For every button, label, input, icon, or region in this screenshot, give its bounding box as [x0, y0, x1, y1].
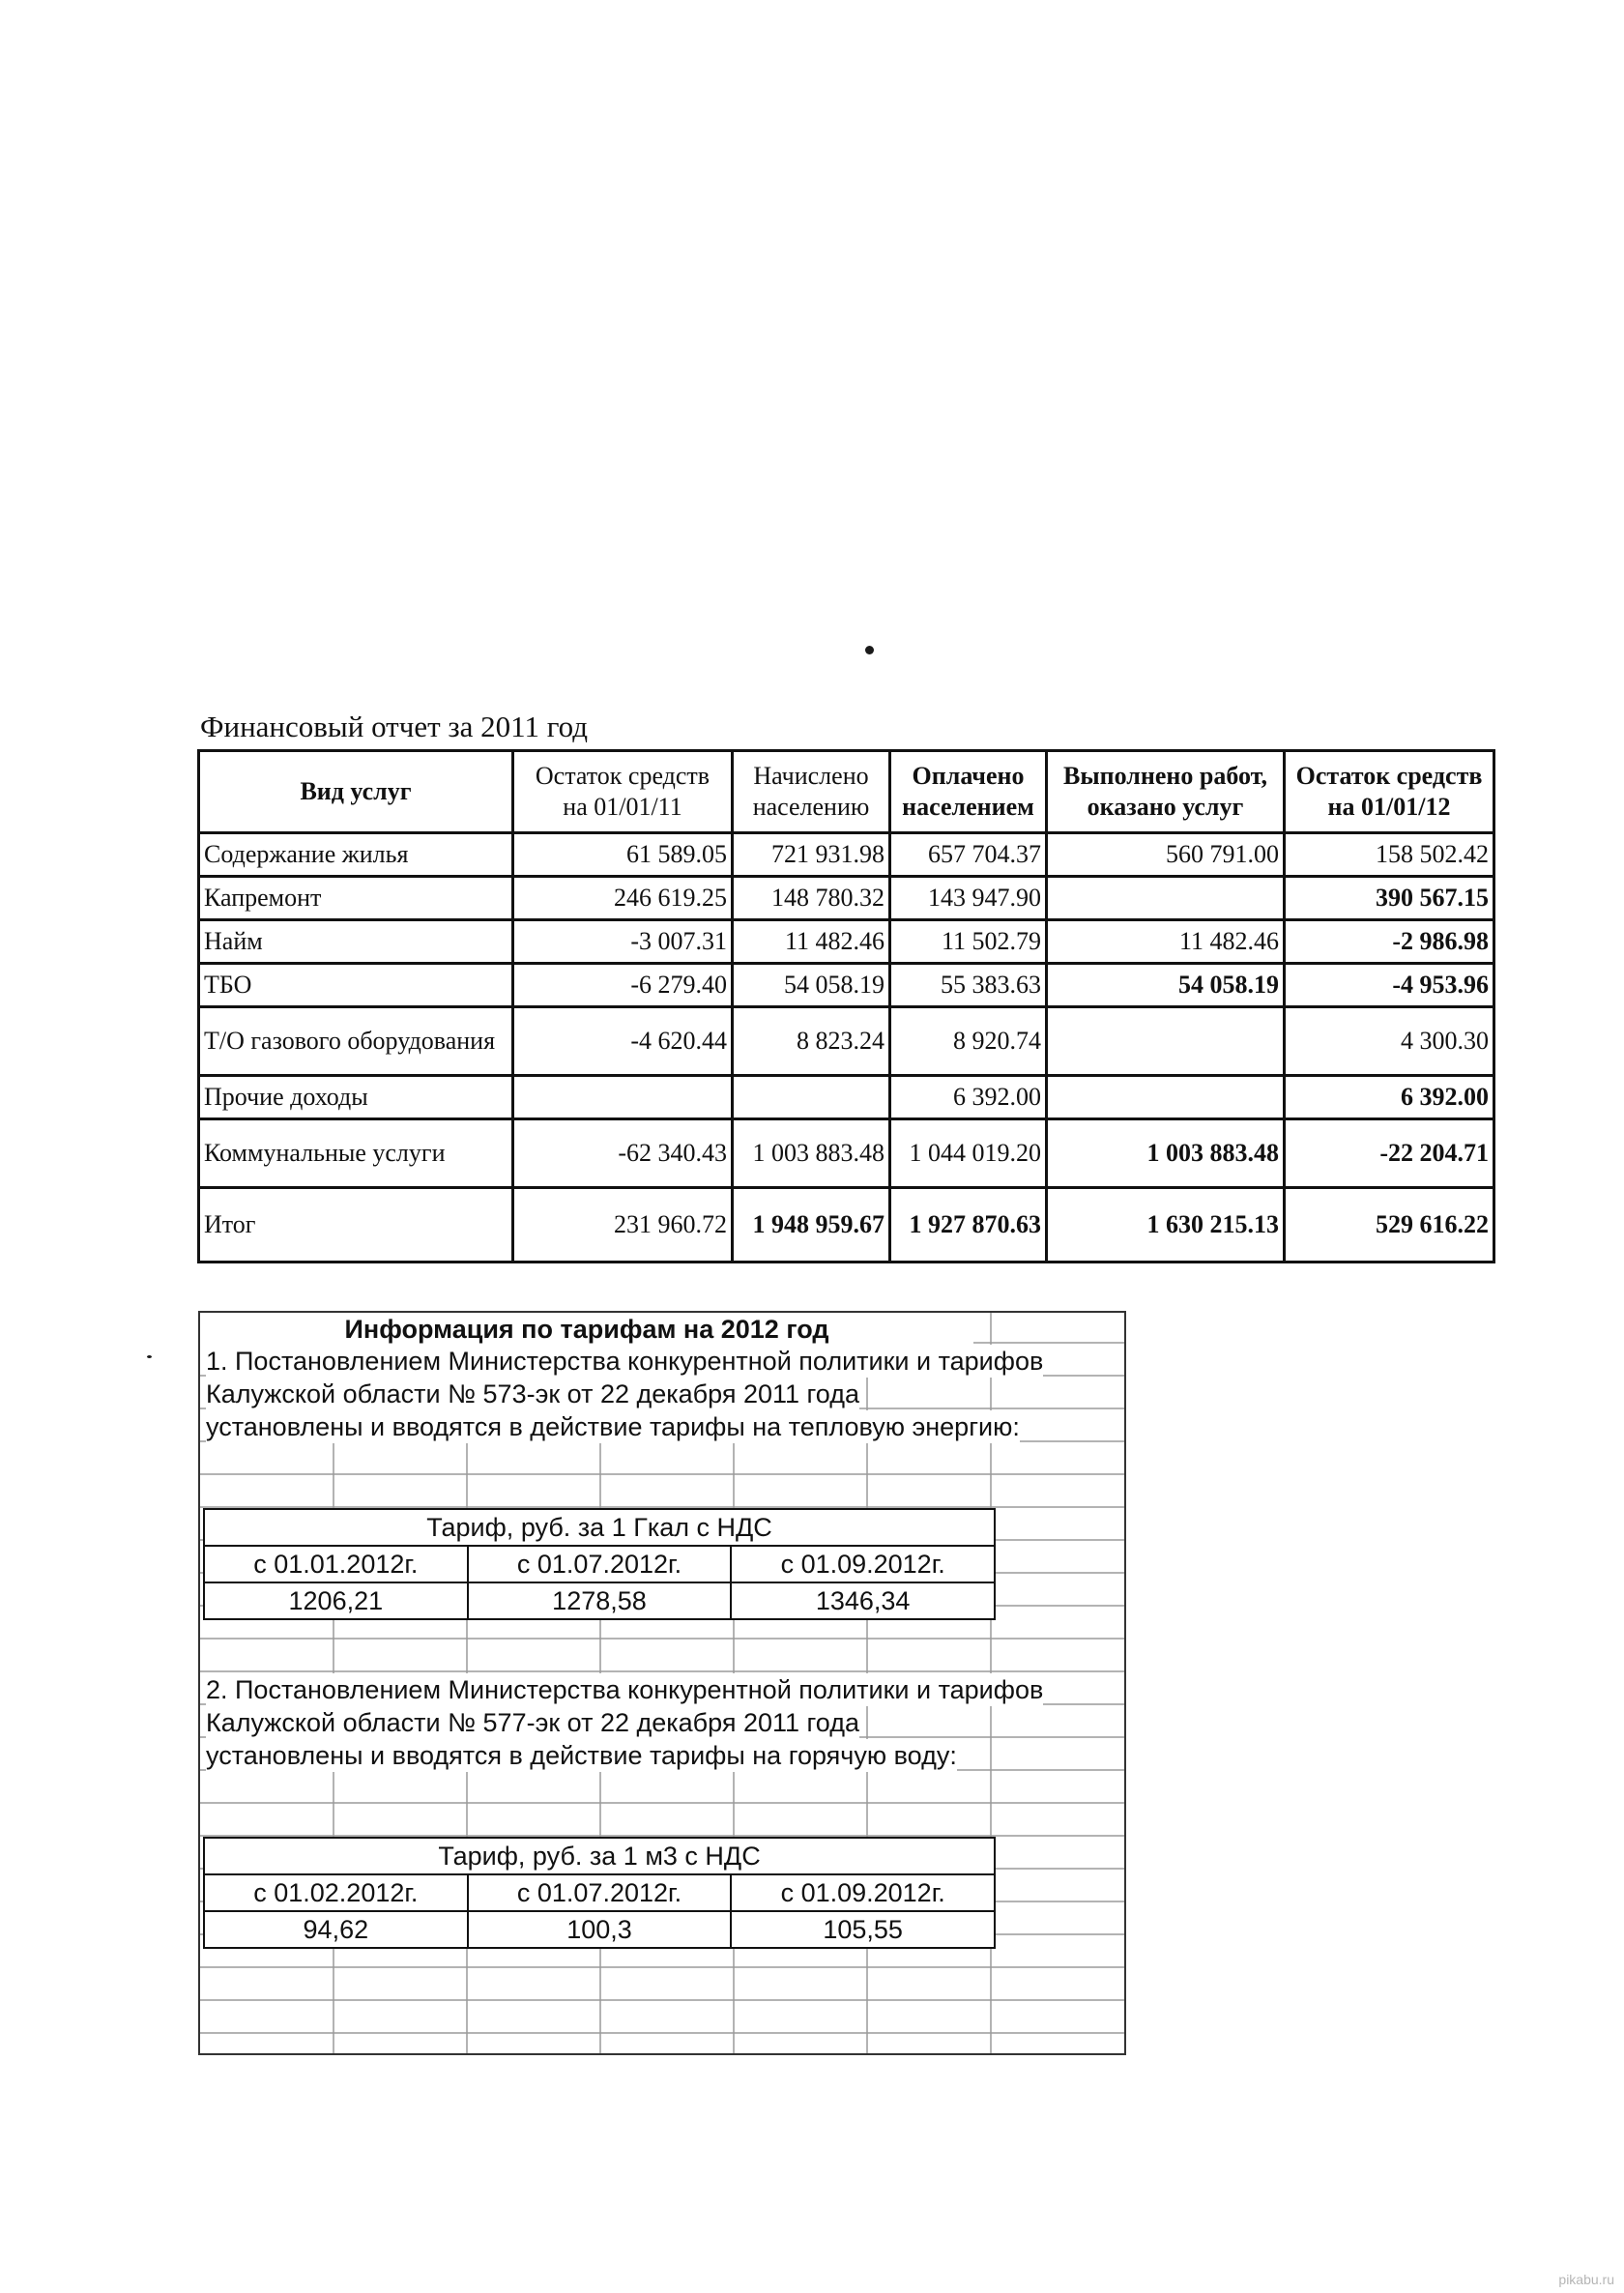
paid-cell: 1 044 019.20 [890, 1119, 1047, 1188]
tariff-period: с 01.09.2012г. [731, 1874, 995, 1911]
closing-balance-cell: 6 392.00 [1285, 1076, 1494, 1119]
charged-cell: 1 948 959.67 [733, 1188, 890, 1263]
table-row [204, 1838, 995, 1874]
charged-cell [733, 1076, 890, 1119]
charged-cell: 54 058.19 [733, 964, 890, 1007]
work-done-cell: 54 058.19 [1047, 964, 1285, 1007]
header-opening-balance: Остаток средств на 01/01/11 [513, 751, 733, 833]
row-name: Итог [199, 1188, 513, 1263]
tariff-caption: Тариф, руб. за 1 Гкал с НДС [204, 1509, 995, 1546]
row-name: Прочие доходы [199, 1076, 513, 1119]
row-name: ТБО [199, 964, 513, 1007]
table-row [204, 1509, 995, 1546]
paid-cell: 6 392.00 [890, 1076, 1047, 1119]
paid-cell: 11 502.79 [890, 920, 1047, 964]
section2-line-3: установлены и вводятся в действие тарифы на горячую воду: [206, 1741, 957, 1770]
opening-balance-cell: -6 279.40 [513, 964, 733, 1007]
closing-balance-cell: 4 300.30 [1285, 1007, 1494, 1076]
section2-line-2: Калужской области № 577-эк от 22 декабря 2011 года [206, 1708, 859, 1737]
work-done-cell: 1 003 883.48 [1047, 1119, 1285, 1188]
table-header-row [199, 751, 1494, 833]
work-done-cell [1047, 1007, 1285, 1076]
tariff-period: с 01.07.2012г. [468, 1546, 732, 1582]
tariff-value: 1278,58 [468, 1582, 732, 1619]
paid-cell: 657 704.37 [890, 833, 1047, 877]
tariff-period: с 01.02.2012г. [204, 1874, 468, 1911]
hot-water-tariff-table [203, 1837, 996, 1949]
tariff-value: 94,62 [204, 1911, 468, 1948]
work-done-cell: 11 482.46 [1047, 920, 1285, 964]
charged-cell: 8 823.24 [733, 1007, 890, 1076]
tariff-value: 100,3 [468, 1911, 732, 1948]
work-done-cell [1047, 1076, 1285, 1119]
row-name: Капремонт [199, 877, 513, 920]
header-charged: Начислено населению [733, 751, 890, 833]
closing-balance-cell: -2 986.98 [1285, 920, 1494, 964]
tariff-period: с 01.01.2012г. [204, 1546, 468, 1582]
total-row [199, 1188, 1494, 1263]
table-row [199, 1119, 1494, 1188]
table-row [204, 1582, 995, 1619]
opening-balance-cell: 246 619.25 [513, 877, 733, 920]
ink-speck [147, 1355, 152, 1358]
table-row [199, 920, 1494, 964]
tariff-period: с 01.09.2012г. [731, 1546, 995, 1582]
table-row [199, 877, 1494, 920]
opening-balance-cell: 231 960.72 [513, 1188, 733, 1263]
row-name: Коммунальные услуги [199, 1119, 513, 1188]
opening-balance-cell: -4 620.44 [513, 1007, 733, 1076]
tariff-caption: Тариф, руб. за 1 м3 с НДС [204, 1838, 995, 1874]
charged-cell: 721 931.98 [733, 833, 890, 877]
tariff-value: 1206,21 [204, 1582, 468, 1619]
table-row [199, 1076, 1494, 1119]
heat-tariff-table [203, 1508, 996, 1620]
table-row [204, 1546, 995, 1582]
work-done-cell: 560 791.00 [1047, 833, 1285, 877]
charged-cell: 1 003 883.48 [733, 1119, 890, 1188]
financial-report-table [197, 749, 1495, 1263]
ink-speck [865, 646, 874, 654]
header-closing-balance: Остаток средств на 01/01/12 [1285, 751, 1494, 833]
table-row [199, 833, 1494, 877]
tariff-info-title: Информация по тарифам на 2012 год [200, 1313, 973, 1346]
closing-balance-cell: -22 204.71 [1285, 1119, 1494, 1188]
paid-cell: 55 383.63 [890, 964, 1047, 1007]
table-row [204, 1911, 995, 1948]
opening-balance-cell [513, 1076, 733, 1119]
tariff-info-sheet [198, 1311, 1126, 2055]
section1-line-1: 1. Постановлением Министерства конкурентной политики и тарифов [206, 1347, 1044, 1376]
opening-balance-cell: -3 007.31 [513, 920, 733, 964]
work-done-cell [1047, 877, 1285, 920]
header-paid: Оплачено населением [890, 751, 1047, 833]
row-name: Содержание жилья [199, 833, 513, 877]
report-title: Финансовый отчет за 2011 год [200, 710, 589, 743]
header-work-done: Выполнено работ, оказано услуг [1047, 751, 1285, 833]
section1-line-2: Калужской области № 573-эк от 22 декабря 2011 года [206, 1379, 859, 1408]
row-name: Найм [199, 920, 513, 964]
paid-cell: 143 947.90 [890, 877, 1047, 920]
tariff-value: 105,55 [731, 1911, 995, 1948]
watermark: pikabu.ru [1558, 2272, 1614, 2287]
row-name: Т/О газового оборудования [199, 1007, 513, 1076]
charged-cell: 148 780.32 [733, 877, 890, 920]
opening-balance-cell: 61 589.05 [513, 833, 733, 877]
paid-cell: 8 920.74 [890, 1007, 1047, 1076]
closing-balance-cell: 529 616.22 [1285, 1188, 1494, 1263]
section2-line-1: 2. Постановлением Министерства конкурентной политики и тарифов [206, 1675, 1044, 1704]
table-row [204, 1874, 995, 1911]
opening-balance-cell: -62 340.43 [513, 1119, 733, 1188]
closing-balance-cell: -4 953.96 [1285, 964, 1494, 1007]
paid-cell: 1 927 870.63 [890, 1188, 1047, 1263]
charged-cell: 11 482.46 [733, 920, 890, 964]
table-row [199, 964, 1494, 1007]
closing-balance-cell: 390 567.15 [1285, 877, 1494, 920]
tariff-period: с 01.07.2012г. [468, 1874, 732, 1911]
tariff-value: 1346,34 [731, 1582, 995, 1619]
work-done-cell: 1 630 215.13 [1047, 1188, 1285, 1263]
closing-balance-cell: 158 502.42 [1285, 833, 1494, 877]
header-service-type: Вид услуг [199, 751, 513, 833]
section1-line-3: установлены и вводятся в действие тарифы на тепловую энергию: [206, 1412, 1020, 1441]
table-row [199, 1007, 1494, 1076]
